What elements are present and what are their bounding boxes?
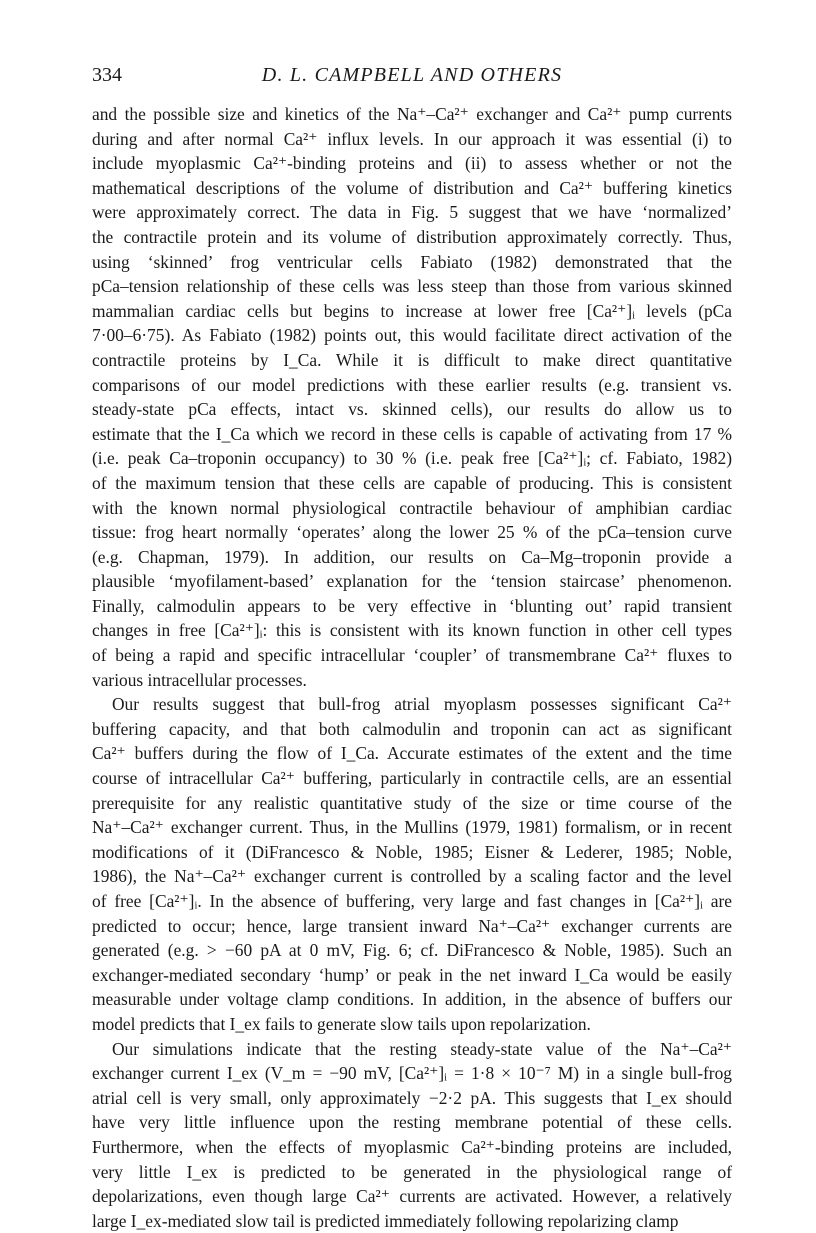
text-line: (i.e. peak Ca–troponin occupancy) to 30 % (i.e. peak free [Ca²⁺]ᵢ; cf. Fabiato, 1982)	[92, 448, 732, 469]
text-line: plausible ‘myofilament-based’ explanation for the ‘tension staircase’ phenomenon.	[92, 571, 732, 592]
text-line: various intracellular processes.	[92, 669, 307, 690]
page-number: 334	[92, 64, 122, 86]
text-line: during and after normal Ca²⁺ influx levels. In our approach it was essential (i) to	[92, 128, 732, 149]
text-line: exchanger current I_ex (V_m = −90 mV, [Ca²⁺]ᵢ = 1·8 × 10⁻⁷ M) in a single bull-frog	[92, 1063, 732, 1084]
text-line: contractile proteins by I_Ca. While it is difficult to make direct quantitative	[92, 349, 732, 370]
text-line: mammalian cardiac cells but begins to increase at lower free [Ca²⁺]ᵢ levels (pCa	[92, 300, 732, 321]
body-text	[92, 102, 732, 1233]
paragraph	[92, 1037, 732, 1233]
text-line: of free [Ca²⁺]ᵢ. In the absence of buffering, very large and fast changes in [Ca²⁺]ᵢ are	[92, 891, 732, 911]
text-line: comparisons of our model predictions with these earlier results (e.g. transient vs.	[92, 374, 732, 395]
text-line: steady-state pCa effects, intact vs. skinned cells), our results do allow us to	[92, 399, 732, 420]
text-line: Furthermore, when the effects of myoplasmic Ca²⁺-binding proteins are included,	[92, 1136, 732, 1157]
text-line: large I_ex-mediated slow tail is predicted immediately following repolarizing clamp	[92, 1210, 679, 1231]
text-line: Our results suggest that bull-frog atrial myoplasm possesses significant Ca²⁺	[112, 694, 732, 715]
text-line: buffering capacity, and that both calmodulin and troponin can act as significant	[92, 718, 732, 739]
text-line: Finally, calmodulin appears to be very effective in ‘blunting out’ rapid transient	[92, 595, 732, 616]
paragraph	[92, 692, 732, 1036]
text-line: measurable under voltage clamp conditions. In addition, in the absence of buffers our	[92, 989, 732, 1010]
text-line: of being a rapid and specific intracellular ‘coupler’ of transmembrane Ca²⁺ fluxes to	[92, 645, 732, 666]
text-line: atrial cell is very small, only approximately −2·2 pA. This suggests that I_ex should	[92, 1087, 732, 1108]
text-line: predicted to occur; hence, large transient inward Na⁺–Ca²⁺ exchanger currents are	[92, 915, 732, 936]
text-line: using ‘skinned’ frog ventricular cells Fabiato (1982) demonstrated that the	[92, 251, 732, 272]
text-line: were approximately correct. The data in Fig. 5 suggest that we have ‘normalized’	[92, 202, 732, 223]
text-line: and the possible size and kinetics of the Na⁺–Ca²⁺ exchanger and Ca²⁺ pump currents	[92, 104, 732, 124]
running-head: D. L. CAMPBELL AND OTHERS	[261, 64, 563, 86]
text-line: pCa–tension relationship of these cells was less steep than those from various skinned	[92, 276, 732, 297]
text-line: exchanger-mediated secondary ‘hump’ or peak in the net inward I_Ca would be easily	[92, 964, 732, 985]
page-header	[92, 64, 732, 92]
text-line: Na⁺–Ca²⁺ exchanger current. Thus, in the Mullins (1979, 1981) formalism, or in recent	[92, 817, 732, 838]
text-line: estimate that the I_Ca which we record in these cells is capable of activating from 17 %	[92, 423, 732, 444]
text-line: have very little influence upon the resting membrane potential of these cells.	[92, 1112, 732, 1133]
text-line: tissue: frog heart normally ‘operates’ along the lower 25 % of the pCa–tension curve	[92, 522, 732, 543]
text-line: Ca²⁺ buffers during the flow of I_Ca. Accurate estimates of the extent and the time	[92, 743, 732, 764]
text-line: 1986), the Na⁺–Ca²⁺ exchanger current is controlled by a scaling factor and the level	[92, 866, 732, 887]
text-line: changes in free [Ca²⁺]ᵢ: this is consistent with its known function in other cell types	[92, 620, 732, 641]
text-line: modifications of it (DiFrancesco & Noble, 1985; Eisner & Lederer, 1985; Noble,	[92, 841, 732, 862]
text-line: 7·00–6·75). As Fabiato (1982) points out, this would facilitate direct activation of the	[92, 325, 732, 346]
paragraph	[92, 102, 732, 692]
text-line: course of intracellular Ca²⁺ buffering, particularly in contractile cells, are an essential	[92, 768, 732, 789]
text-line: model predicts that I_ex fails to generate slow tails upon repolarization.	[92, 1013, 591, 1034]
text-line: of the maximum tension that these cells are capable of producing. This is consistent	[92, 472, 732, 493]
text-line: Our simulations indicate that the resting steady-state value of the Na⁺–Ca²⁺	[112, 1038, 732, 1059]
text-line: include myoplasmic Ca²⁺-binding proteins and (ii) to assess whether or not the	[92, 153, 732, 174]
text-line: very little I_ex is predicted to be generated in the physiological range of	[92, 1161, 732, 1182]
text-line: the contractile protein and its volume of distribution approximately correctly. Thus,	[92, 226, 732, 247]
text-line: prerequisite for any realistic quantitative study of the size or time course of the	[92, 792, 732, 813]
text-line: depolarizations, even though large Ca²⁺ currents are activated. However, a relatively	[92, 1186, 732, 1207]
text-line: mathematical descriptions of the volume of distribution and Ca²⁺ buffering kinetics	[92, 177, 732, 198]
text-line: (e.g. Chapman, 1979). In addition, our results on Ca–Mg–troponin provide a	[92, 546, 732, 567]
text-line: with the known normal physiological contractile behaviour of amphibian cardiac	[92, 497, 732, 518]
text-line: generated (e.g. > −60 pA at 0 mV, Fig. 6; cf. DiFrancesco & Noble, 1985). Such an	[92, 940, 732, 961]
